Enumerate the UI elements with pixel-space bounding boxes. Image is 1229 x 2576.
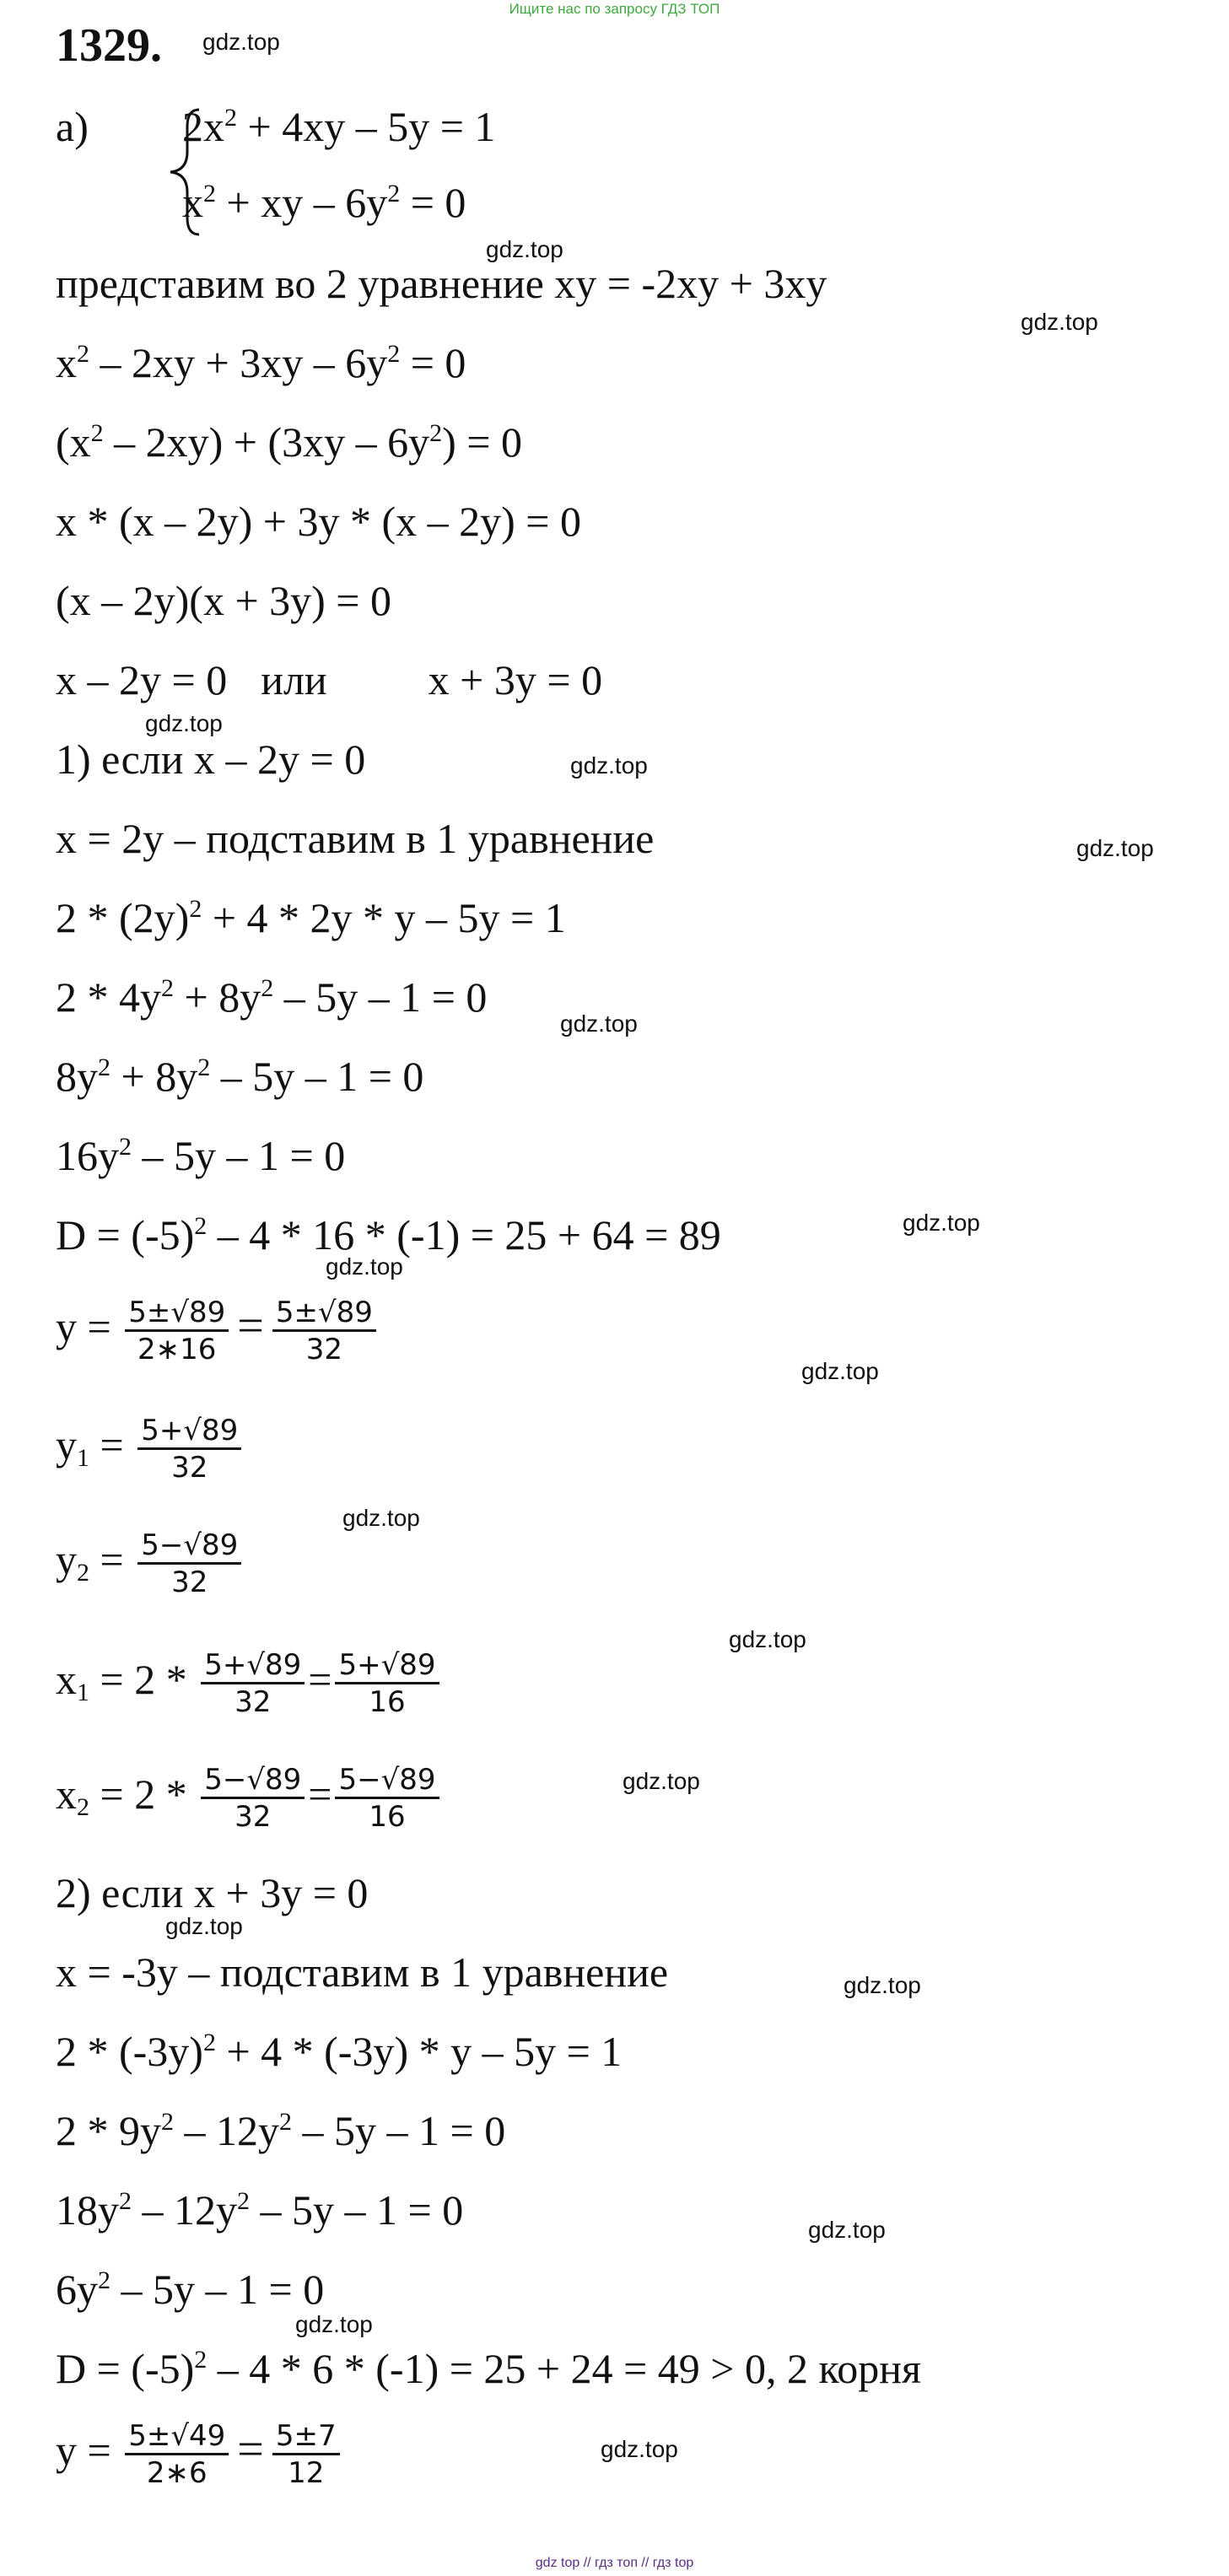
watermark: gdz.top bbox=[326, 1253, 403, 1280]
fraction: $\frac{5+√89}{32}$ bbox=[137, 1414, 241, 1485]
watermark: gdz.top bbox=[202, 29, 280, 55]
fraction: $\frac{5-√89}{32}$ bbox=[137, 1528, 241, 1600]
solution-line: $(x^2 - 2xy) + (3xy - 6y^2) = 0$ bbox=[56, 418, 523, 466]
watermark: gdz.top bbox=[145, 710, 223, 736]
fraction: $\frac{5-√89}{32}$ bbox=[201, 1763, 305, 1835]
fraction: $\frac{5+√89}{32}$ bbox=[201, 1648, 305, 1720]
root-formula-line: y = $\frac{5\pm√49}{2∗6}$ = $\frac{5\pm 7}{12}$ bbox=[56, 2419, 343, 2491]
discriminant-line: $D = (-5)^2 - 4 * 6 * (-1) = 25 + 24 = 49 > 0$, 2 корня bbox=[56, 2345, 922, 2392]
solution-line: x = 2y – подставим в 1 уравнение bbox=[56, 815, 655, 862]
fraction: $\frac{5\pm√89}{32}$ bbox=[272, 1296, 376, 1367]
fraction: $\frac{5\pm 7}{12}$ bbox=[272, 2419, 340, 2491]
solution-line: $18y^2 - 12y^2 - 5y - 1 = 0$ bbox=[56, 2186, 464, 2234]
section-heading: 2) если x + 3y = 0 bbox=[56, 1869, 369, 1916]
watermark: gdz.top bbox=[570, 752, 648, 779]
watermark: gdz.top bbox=[165, 1913, 243, 1939]
watermark: gdz.top bbox=[486, 236, 563, 262]
solution-line: $2 * (-3y)^2 + 4 * (-3y) * y - 5y = 1$ bbox=[56, 2028, 623, 2075]
solution-line: x = -3y – подставим в 1 уравнение bbox=[56, 1948, 669, 1996]
watermark: gdz.top bbox=[342, 1505, 420, 1531]
watermark: gdz.top bbox=[801, 1358, 879, 1384]
solution-line: x – 2y = 0 или x + 3y = 0 bbox=[56, 656, 603, 703]
solution-line: $2 * 4y^2 + 8y^2 - 5y - 1 = 0$ bbox=[56, 973, 488, 1021]
root-line: $y_1$ = $\frac{5+√89}{32}$ bbox=[56, 1414, 245, 1485]
solution-line: (x – 2y)(x + 3y) = 0 bbox=[56, 577, 391, 624]
part-label: а) bbox=[56, 103, 89, 150]
solution-line: $16y^2 - 5y - 1 = 0$ bbox=[56, 1132, 346, 1179]
footer-links[interactable]: gdz top // гдз топ // гдз top bbox=[535, 2556, 694, 2570]
solution-line: x * (x – 2y) + 3y * (x – 2y) = 0 bbox=[56, 498, 581, 545]
system-equation-1: $2x^2 + 4xy - 5y = 1$ bbox=[182, 103, 496, 150]
solution-line: $2 * 9y^2 - 12y^2 - 5y - 1 = 0$ bbox=[56, 2107, 506, 2154]
watermark: gdz.top bbox=[295, 2311, 373, 2337]
watermark: gdz.top bbox=[729, 1626, 806, 1652]
fraction: $\frac{5\pm√89}{2∗16}$ bbox=[125, 1296, 229, 1367]
fraction: $\frac{5\pm√49}{2∗6}$ bbox=[125, 2419, 229, 2491]
system-equation-2: $x^2$ + xy – $6y^2 = 0$ bbox=[182, 179, 466, 226]
root-formula-line: y = $\frac{5\pm√89}{2∗16}$ = $\frac{5\pm√89}{32}$ bbox=[56, 1296, 380, 1367]
watermark: gdz.top bbox=[844, 1972, 921, 1998]
watermark: gdz.top bbox=[808, 2217, 886, 2243]
watermark: gdz.top bbox=[601, 2436, 678, 2462]
watermark: gdz.top bbox=[623, 1768, 700, 1794]
root-line: $x_1 = 2$ * $\frac{5+√89}{32}$ = $\frac{5+√89}{16}$ bbox=[56, 1648, 443, 1720]
watermark: gdz.top bbox=[560, 1010, 638, 1037]
section-heading: 1) если x – 2y = 0 bbox=[56, 736, 366, 783]
discriminant-line: $D = (-5)^2 - 4 * 16 * (-1) = 25 + 64 = 89$ bbox=[56, 1211, 721, 1258]
solution-line: представим во 2 уравнение xy = -2xy + 3xy bbox=[56, 260, 827, 307]
solution-line: $6y^2 - 5y - 1 = 0$ bbox=[56, 2266, 325, 2313]
watermark: gdz.top bbox=[1021, 309, 1098, 335]
fraction: $\frac{5+√89}{16}$ bbox=[335, 1648, 439, 1720]
watermark: gdz.top bbox=[903, 1210, 980, 1236]
root-line: $y_2$ = $\frac{5-√89}{32}$ bbox=[56, 1528, 245, 1600]
solution-line: $x^2 - 2xy + 3xy - 6y^2 = 0$ bbox=[56, 339, 466, 386]
watermark: gdz.top bbox=[1076, 835, 1154, 861]
root-line: $x_2 = 2$ * $\frac{5-√89}{32}$ = $\frac{5-√89}{16}$ bbox=[56, 1763, 443, 1835]
solution-line: $2 * (2y)^2 + 4 * 2y * y - 5y = 1$ bbox=[56, 894, 566, 941]
fraction: $\frac{5-√89}{16}$ bbox=[335, 1763, 439, 1835]
problem-number: 1329. bbox=[56, 19, 162, 72]
solution-line: $8y^2 + 8y^2 - 5y - 1 = 0$ bbox=[56, 1053, 424, 1100]
search-banner: Ищите нас по запросу ГДЗ ТОП bbox=[509, 1, 720, 17]
